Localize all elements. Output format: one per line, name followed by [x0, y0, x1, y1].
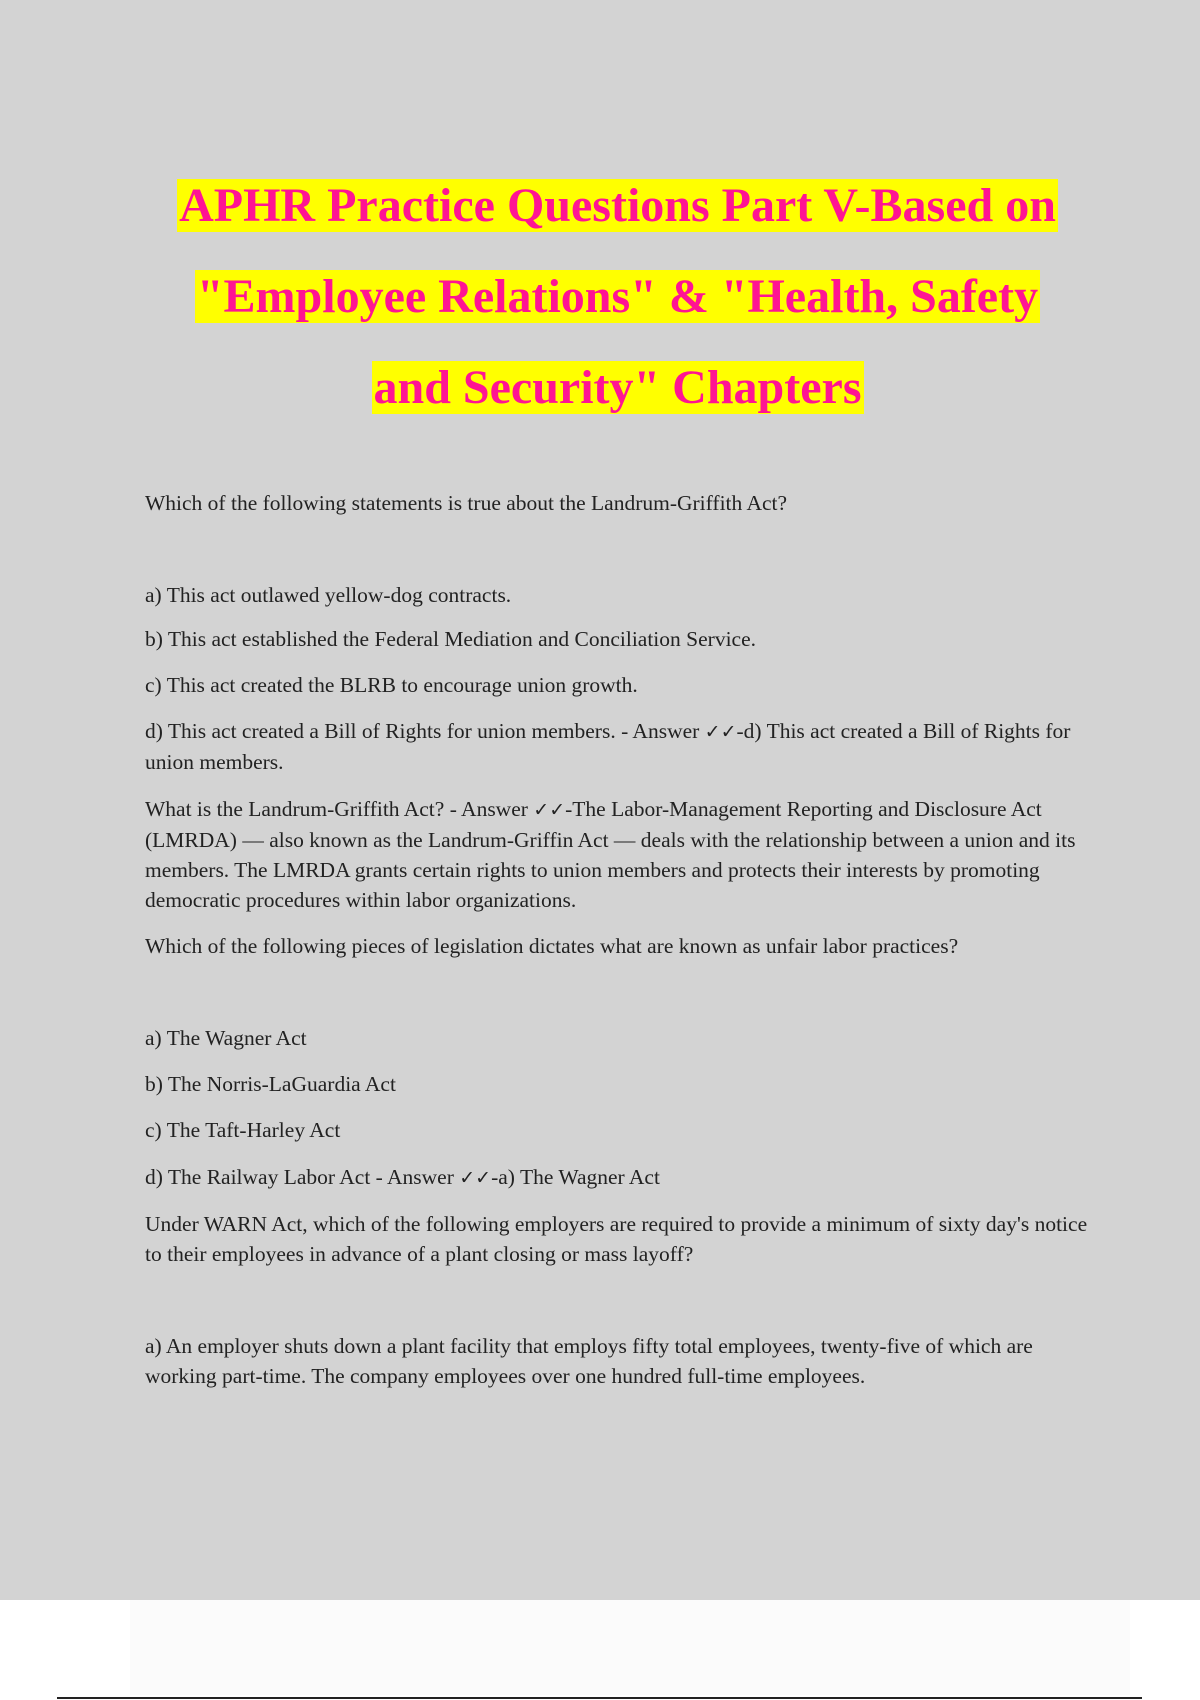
title-text-1: APHR Practice Questions Part V-Based on [179, 179, 1056, 232]
q1-option-a: a) This act outlawed yellow-dog contracts. [145, 583, 512, 607]
q3-option-c: c) The Taft-Harley Act [145, 1118, 341, 1142]
double-check-icon: ✓✓ [459, 1167, 492, 1189]
title-line-1 [60, 160, 1175, 251]
title-line-2 [60, 251, 1175, 342]
q1-option-b: b) This act established the Federal Mediation and Conciliation Service. [145, 627, 756, 651]
q2-question: What is the Landrum-Griffith Act? - Answer [145, 797, 534, 821]
q3-answer: -a) The Wagner Act [491, 1165, 660, 1189]
title-text-3: and Security" Chapters [373, 361, 862, 414]
double-check-icon: ✓✓ [533, 799, 566, 821]
question-3: Which of the following pieces of legislation dictates what are known as unfair labor practices? [145, 934, 959, 958]
question-1: Which of the following statements is true about the Landrum-Griffith Act? [145, 491, 788, 515]
q1-option-d: d) This act created a Bill of Rights for union members. - Answer [145, 719, 705, 743]
q3-option-d-with-answer [145, 1162, 1095, 1193]
document-body [145, 488, 1095, 1391]
question-4: Under WARN Act, which of the following employers are required to provide a minimum of sixty day's notice to their employees in advance of a plant closing or mass layoff? [145, 1212, 1088, 1266]
page-title [60, 160, 1175, 433]
q3-option-d: d) The Railway Labor Act - Answer [145, 1165, 460, 1189]
question-2 [145, 794, 1095, 915]
title-text-2: "Employee Relations" & "Health, Safety [196, 270, 1039, 323]
double-check-icon: ✓✓ [704, 721, 737, 743]
q4-option-a: a) An employer shuts down a plant facility that employs fifty total employees, twenty-five of which are working part-time. The company employees over one hundred full-time employees. [145, 1334, 1033, 1388]
q3-option-a: a) The Wagner Act [145, 1026, 307, 1050]
q2-answer: -The Labor-Management Reporting and Disclosure Act (LMRDA) — also known as the Landrum-Griffin Act — deals with the relationship between a union and its members. The LMRDA grants certain rights to union members and protects their interests by promoting democratic procedures within labor organizations. [145, 797, 1076, 912]
q1-answer: -d) This act created a Bill of Rights for union members. [145, 719, 1071, 774]
title-line-3 [60, 342, 1175, 433]
next-page-preview [130, 1600, 1130, 1695]
q1-option-c: c) This act created the BLRB to encourage union growth. [145, 673, 638, 697]
divider-line [57, 1697, 1142, 1699]
q3-option-b: b) The Norris-LaGuardia Act [145, 1072, 396, 1096]
q1-option-d-with-answer [145, 716, 1095, 777]
